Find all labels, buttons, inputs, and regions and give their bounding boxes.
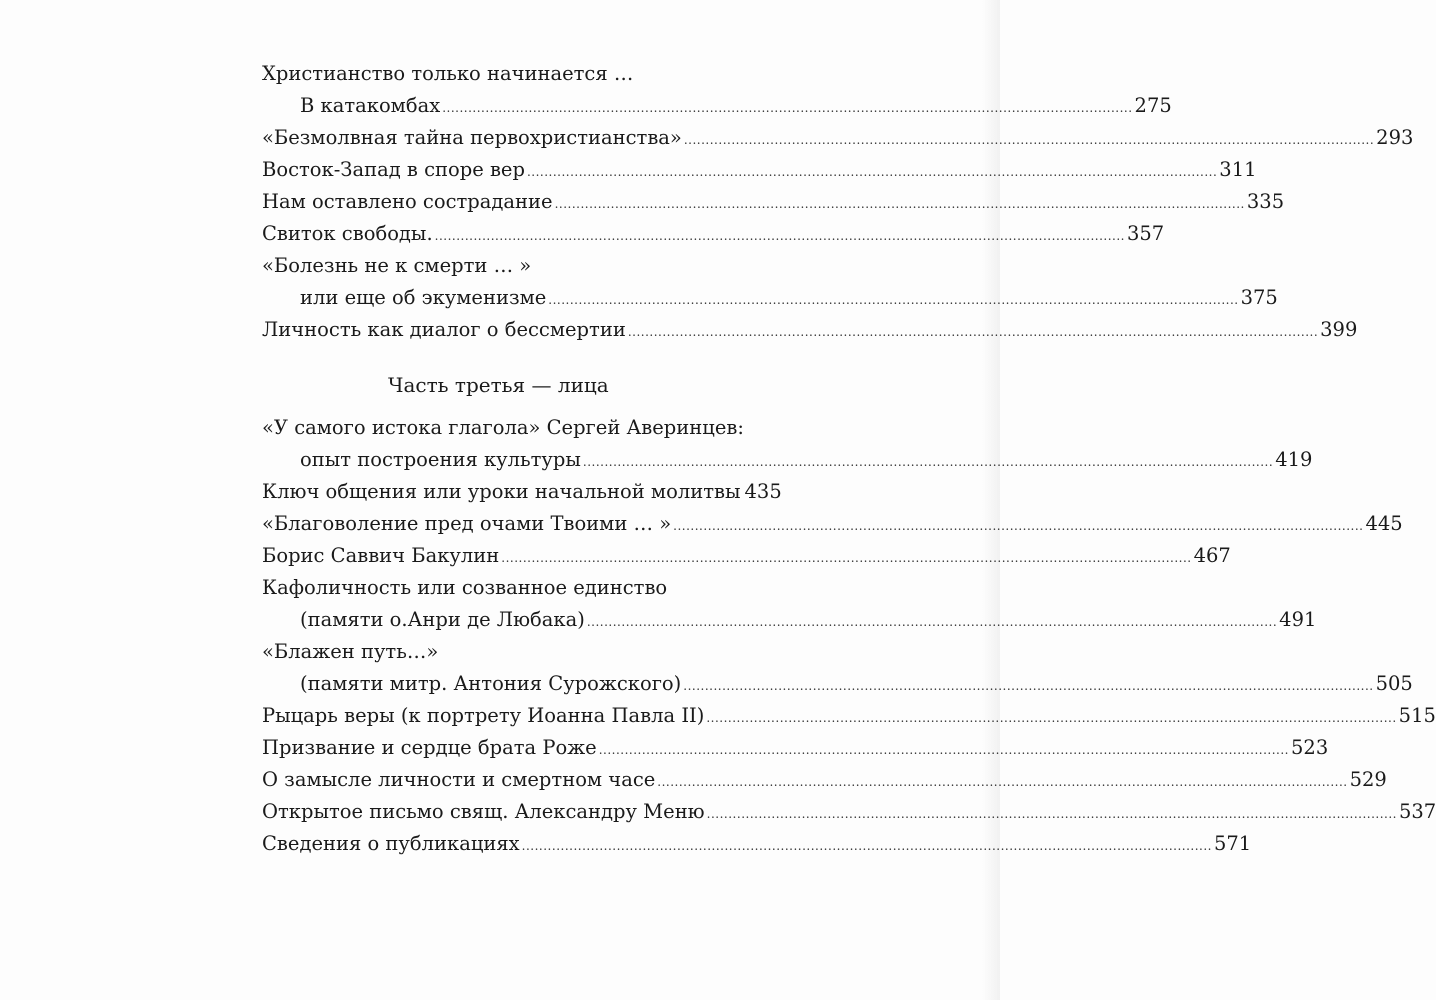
toc-page-number: 335 bbox=[1246, 190, 1285, 213]
toc-page-number: 505 bbox=[1375, 672, 1413, 695]
toc-entry-line bbox=[262, 90, 1172, 124]
dot-leader: ................................................................................................................................................................ bbox=[627, 325, 1319, 339]
toc-entry bbox=[262, 732, 1329, 764]
toc-page-number: 537 bbox=[1398, 800, 1436, 823]
toc-entry-title: «Безмолвная тайна первохристианства» bbox=[262, 126, 682, 149]
toc-page-number: 419 bbox=[1275, 448, 1313, 471]
toc-page-number: 523 bbox=[1291, 736, 1329, 759]
toc-entry-title: Призвание и сердце брата Роже bbox=[262, 736, 597, 759]
dot-leader: ................................................................................................................................................................ bbox=[434, 229, 1125, 243]
toc-entry-line bbox=[262, 796, 1436, 830]
toc-page-number: 515 bbox=[1398, 704, 1436, 727]
toc-entry bbox=[262, 700, 1436, 732]
toc-entry bbox=[262, 250, 766, 282]
toc-entry-line bbox=[262, 732, 1329, 766]
toc-entry bbox=[262, 508, 1403, 540]
toc-entry-title: (памяти о.Анри де Любака) bbox=[300, 608, 585, 631]
toc-entry-title: Кафоличность или созванное единство bbox=[262, 576, 668, 599]
toc-entry-title: опыт построения культуры bbox=[300, 448, 581, 471]
section-heading: Часть третья — лица bbox=[388, 373, 609, 397]
toc-entry bbox=[262, 412, 766, 444]
toc-entry-line bbox=[262, 282, 1278, 316]
toc-entry-line bbox=[262, 58, 766, 90]
toc-page-number: 399 bbox=[1320, 318, 1358, 341]
toc-entry-line bbox=[262, 828, 1252, 862]
toc-entry-title: О замысле личности и смертном часе bbox=[262, 768, 656, 791]
dot-leader: ................................................................................................................................................................ bbox=[554, 197, 1245, 211]
toc-entry-line bbox=[262, 604, 1317, 638]
toc-entry bbox=[262, 122, 1414, 154]
toc-entry-title: (памяти митр. Антония Сурожского) bbox=[300, 672, 682, 695]
toc-entry-line bbox=[262, 700, 1436, 734]
toc-page-number: 375 bbox=[1240, 286, 1278, 309]
toc-entry bbox=[262, 764, 1387, 796]
toc-entry-title: Сведения о публикациях bbox=[262, 832, 520, 855]
dot-leader: ................................................................................................................................................................ bbox=[673, 519, 1364, 533]
toc-page-number: 311 bbox=[1219, 158, 1257, 181]
table-of-contents bbox=[262, 58, 1436, 860]
toc-entry bbox=[262, 796, 1436, 828]
toc-entry-line bbox=[262, 412, 766, 444]
toc-entry bbox=[262, 636, 766, 668]
toc-entry-line bbox=[262, 636, 766, 668]
toc-entry bbox=[262, 314, 1358, 346]
toc-page-number: 275 bbox=[1134, 94, 1172, 117]
toc-entry-title: или еще об экуменизме bbox=[300, 286, 547, 309]
toc-entry-line bbox=[262, 218, 1165, 252]
toc-entry-line bbox=[262, 314, 1358, 348]
toc-entry bbox=[262, 218, 1165, 250]
dot-leader: ................................................................................................................................................................ bbox=[683, 679, 1374, 693]
toc-page-number: 529 bbox=[1349, 768, 1387, 791]
toc-entry-title: Ключ общения или уроки начальной молитвы bbox=[262, 480, 741, 503]
toc-entry-title: Свиток свободы. bbox=[262, 222, 433, 245]
toc-entry-line bbox=[262, 476, 782, 510]
toc-entry-title: «У самого истока глагола» Сергей Аверинцев: bbox=[262, 416, 744, 439]
toc-entry bbox=[262, 572, 766, 604]
toc-entry-line bbox=[262, 250, 766, 282]
toc-entry bbox=[262, 476, 782, 508]
toc-entry-line bbox=[262, 540, 1231, 574]
toc-entry-title: Нам оставлено сострадание bbox=[262, 190, 553, 213]
dot-leader: ................................................................................................................................................................ bbox=[706, 807, 1397, 821]
toc-part-two bbox=[262, 58, 1414, 346]
toc-entry bbox=[262, 90, 1172, 122]
dot-leader: ................................................................................................................................................................ bbox=[501, 551, 1192, 565]
toc-entry bbox=[262, 186, 1285, 218]
toc-entry-line bbox=[262, 154, 1257, 188]
toc-entry bbox=[262, 668, 1413, 700]
toc-entry-title: Восток-Запад в споре вер bbox=[262, 158, 525, 181]
toc-page-number: 491 bbox=[1279, 608, 1317, 631]
toc-entry-title: «Блажен путь…» bbox=[262, 640, 439, 663]
toc-page-number: 357 bbox=[1126, 222, 1165, 245]
toc-page-number: 571 bbox=[1213, 832, 1252, 855]
toc-entry-title: «Болезнь не к смерти … » bbox=[262, 254, 532, 277]
toc-entry-title: В катакомбах bbox=[300, 94, 441, 117]
toc-page-number: 293 bbox=[1376, 126, 1414, 149]
toc-entry-line bbox=[262, 122, 1414, 156]
toc-entry-line bbox=[262, 444, 1313, 478]
dot-leader: ................................................................................................................................................................ bbox=[598, 743, 1289, 757]
dot-leader: ................................................................................................................................................................ bbox=[657, 775, 1348, 789]
dot-leader: ................................................................................................................................................................ bbox=[582, 455, 1274, 469]
dot-leader: ................................................................................................................................................................ bbox=[586, 615, 1278, 629]
toc-entry-title: Личность как диалог о бессмертии bbox=[262, 318, 626, 341]
toc-part-three bbox=[262, 412, 1436, 860]
toc-entry-title: Христианство только начинается … bbox=[262, 62, 634, 85]
dot-leader: ................................................................................................................................................................ bbox=[521, 839, 1212, 853]
dot-leader: ................................................................................................................................................................ bbox=[706, 711, 1397, 725]
toc-page-number: 445 bbox=[1365, 512, 1403, 535]
dot-leader: ................................................................................................................................................................ bbox=[548, 293, 1239, 307]
toc-entry-line bbox=[262, 186, 1285, 220]
toc-page-number: 435 bbox=[744, 480, 782, 503]
toc-entry-title: Рыцарь веры (к портрету Иоанна Павла II) bbox=[262, 704, 705, 727]
toc-entry-line bbox=[262, 572, 766, 604]
toc-entry bbox=[262, 604, 1317, 636]
dot-leader: ................................................................................................................................................................ bbox=[683, 133, 1375, 147]
toc-entry bbox=[262, 154, 1257, 186]
dot-leader: ................................................................................................................................................................ bbox=[442, 101, 1133, 115]
toc-entry bbox=[262, 828, 1252, 860]
dot-leader: ................................................................................................................................................................ bbox=[526, 165, 1218, 179]
toc-entry-title: Открытое письмо свящ. Александру Меню bbox=[262, 800, 705, 823]
toc-entry-title: Борис Саввич Бакулин bbox=[262, 544, 500, 567]
toc-entry-line bbox=[262, 508, 1403, 542]
toc-entry-title: «Благоволение пред очами Твоими … » bbox=[262, 512, 672, 535]
toc-page-number: 467 bbox=[1193, 544, 1231, 567]
toc-entry bbox=[262, 540, 1231, 572]
toc-entry bbox=[262, 444, 1313, 476]
toc-entry bbox=[262, 282, 1278, 314]
toc-entry-line bbox=[262, 764, 1387, 798]
toc-entry bbox=[262, 58, 766, 90]
toc-entry-line bbox=[262, 668, 1413, 702]
